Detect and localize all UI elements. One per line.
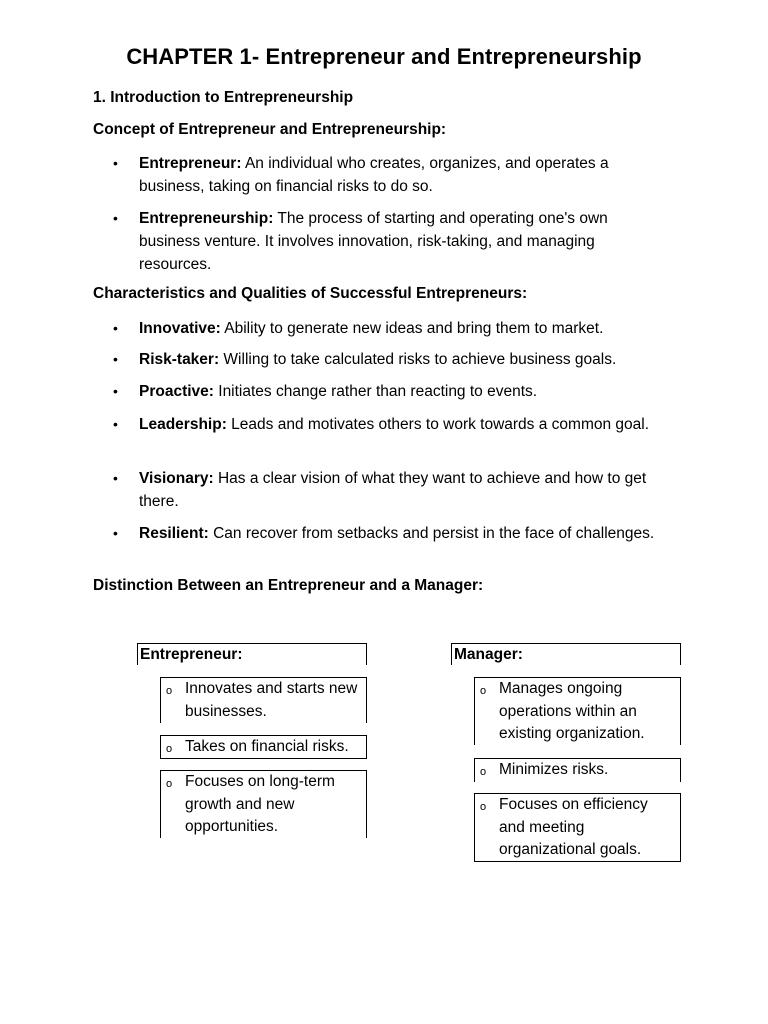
definition: Can recover from setbacks and persist in the face of challenges.: [208, 525, 655, 542]
sub-bullet-icon: o: [166, 743, 173, 755]
term: Entrepreneur:: [139, 155, 242, 172]
entrepreneur-item: Focuses on long-term growth and new opportunities.: [185, 773, 335, 835]
bullet-icon: •: [113, 525, 118, 541]
characteristics-heading: Characteristics and Qualities of Successful Entrepreneurs:: [93, 285, 528, 302]
list-item: [474, 677, 681, 745]
definition: Leads and motivates others to work towards a common goal.: [226, 416, 650, 433]
distinction-heading: Distinction Between an Entrepreneur and a Manager:: [93, 577, 484, 594]
definition: Willing to take calculated risks to achieve business goals.: [219, 351, 617, 368]
list-item: [160, 770, 367, 838]
term: Proactive:: [139, 383, 214, 400]
definition: Has a clear vision of what they want to achieve and how to get there.: [139, 470, 647, 510]
sub-bullet-icon: o: [480, 801, 487, 813]
section-heading: 1. Introduction to Entrepreneurship: [93, 89, 354, 106]
sub-bullet-icon: o: [166, 778, 173, 790]
term: Risk-taker:: [139, 351, 220, 368]
sub-bullet-icon: o: [166, 685, 173, 697]
bullet-icon: •: [113, 470, 118, 486]
bullet-icon: •: [113, 351, 118, 367]
page-title: CHAPTER 1- Entrepreneur and Entrepreneurship: [126, 44, 642, 69]
term: Visionary:: [139, 470, 214, 487]
entrepreneur-item: Innovates and starts new businesses.: [185, 680, 358, 720]
manager-item: Manages ongoing operations within an existing organization.: [499, 680, 645, 742]
bullet-icon: •: [113, 383, 118, 399]
definition: Ability to generate new ideas and bring them to market.: [220, 320, 604, 337]
concept-heading: Concept of Entrepreneur and Entrepreneurship:: [93, 121, 447, 138]
definition: An individual who creates, organizes, and operates a business, taking on financial risks to do so.: [139, 155, 609, 195]
manager-column-header: Manager:: [451, 643, 681, 665]
manager-item: Minimizes risks.: [499, 761, 609, 778]
entrepreneur-item: Takes on financial risks.: [185, 738, 349, 755]
sub-bullet-icon: o: [480, 766, 487, 778]
bullet-icon: •: [113, 320, 118, 336]
list-item: [474, 758, 681, 782]
bullet-icon: •: [113, 210, 118, 226]
bullet-icon: •: [113, 155, 118, 171]
sub-bullet-icon: o: [480, 685, 487, 697]
entrepreneur-column-header: Entrepreneur:: [137, 643, 367, 665]
list-item: [474, 793, 681, 862]
list-item: [160, 677, 367, 723]
definition: The process of starting and operating one's own business venture. It involves innovation, risk-taking, and managing resources.: [139, 210, 608, 273]
term: Entrepreneurship:: [139, 210, 274, 227]
manager-item: Focuses on efficiency and meeting organizational goals.: [499, 796, 648, 858]
term: Resilient:: [139, 525, 209, 542]
list-item: [160, 735, 367, 759]
term: Leadership:: [139, 416, 227, 433]
term: Innovative:: [139, 320, 221, 337]
definition: Initiates change rather than reacting to events.: [213, 383, 538, 400]
bullet-icon: •: [113, 416, 118, 432]
